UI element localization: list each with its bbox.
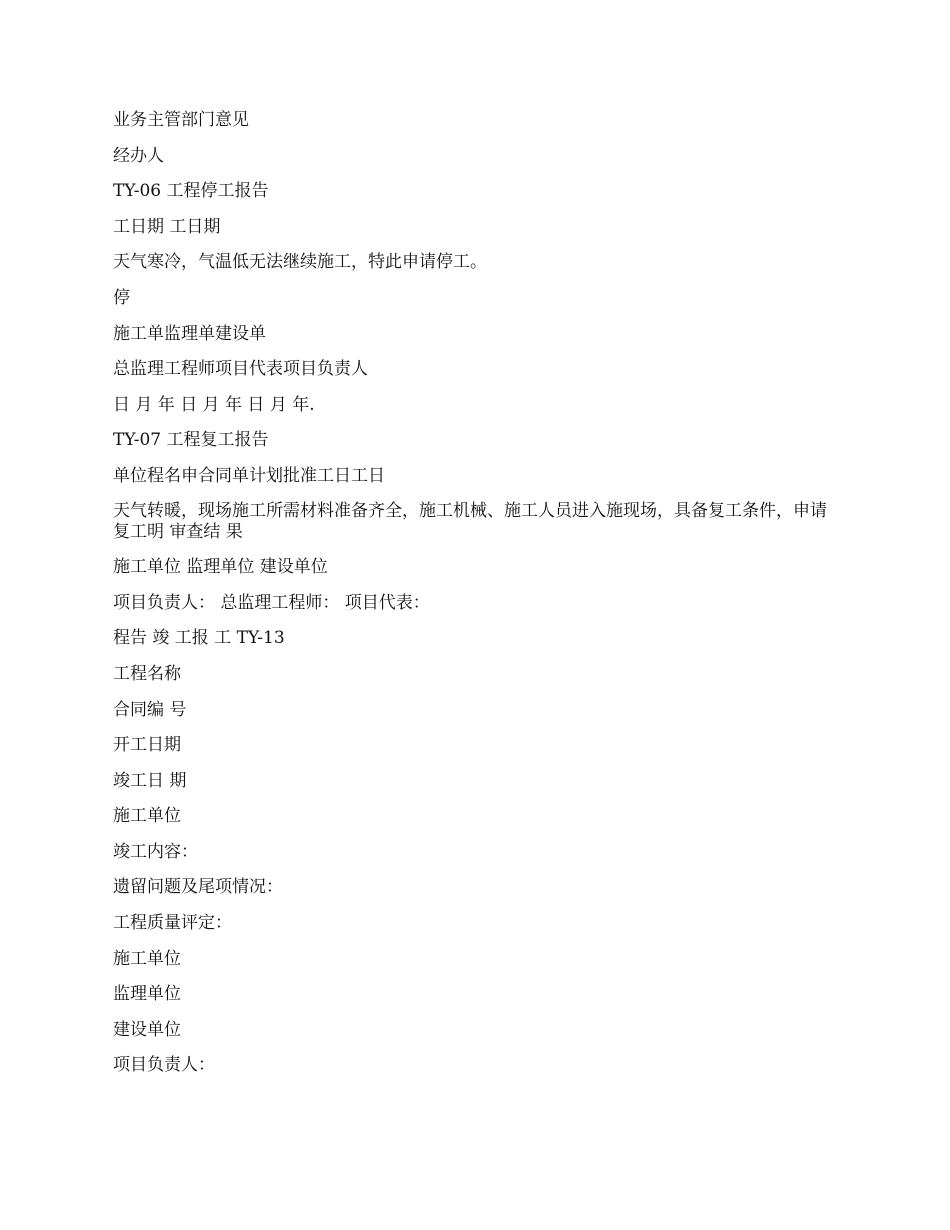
text-line: 施工单位 监理单位 建设单位 [113, 557, 328, 578]
text-line: 项目负责人： [113, 1055, 215, 1076]
text-line: 施工单监理单建设单 [113, 323, 266, 344]
text-line: TY-06 工程停工报告 [113, 181, 269, 202]
text-line: 工程质量评定： [113, 913, 232, 934]
text-line: 工程名称 [113, 663, 181, 684]
text-line: 程告 竣 工报 工 TY-13 [113, 628, 285, 649]
text-line: 业务主管部门意见 [113, 110, 249, 130]
text-line: 竣工日 期 [113, 770, 187, 791]
text-line: 遗留问题及尾项情况： [113, 877, 283, 898]
text-line: TY-07 工程复工报告 [113, 430, 269, 451]
text-line: 竣工内容： [113, 841, 198, 862]
text-line: 天气转暖，现场施工所需材料准备齐全，施工机械、施工人员进入施现场，具备复工条件，申请复工明 审查结 果 [113, 500, 827, 542]
text-line: 开工日期 [113, 735, 181, 756]
document-body [113, 109, 833, 1090]
text-line: 工日期 工日期 [113, 216, 221, 237]
text-line: 总监理工程师项目代表项目负责人 [113, 359, 368, 380]
text-line: 经办人 [113, 145, 164, 166]
text-line: 监理单位 [113, 984, 181, 1005]
text-line: 停 [113, 287, 130, 308]
text-line: 施工单位 [113, 806, 181, 827]
text-line: 天气寒冷，气温低无法继续施工，特此申请停工。 [113, 252, 487, 273]
text-line: 施工单位 [113, 948, 181, 969]
text-line: 项目负责人： 总监理工程师： 项目代表： [113, 592, 430, 613]
text-line: 合同编 号 [113, 699, 187, 720]
text-line: 单位程名申合同单计划批准工日工日 [113, 465, 385, 486]
text-line: 建设单位 [113, 1019, 181, 1040]
text-line: 日 月 年 日 月 年 日 月 年. [113, 394, 315, 415]
